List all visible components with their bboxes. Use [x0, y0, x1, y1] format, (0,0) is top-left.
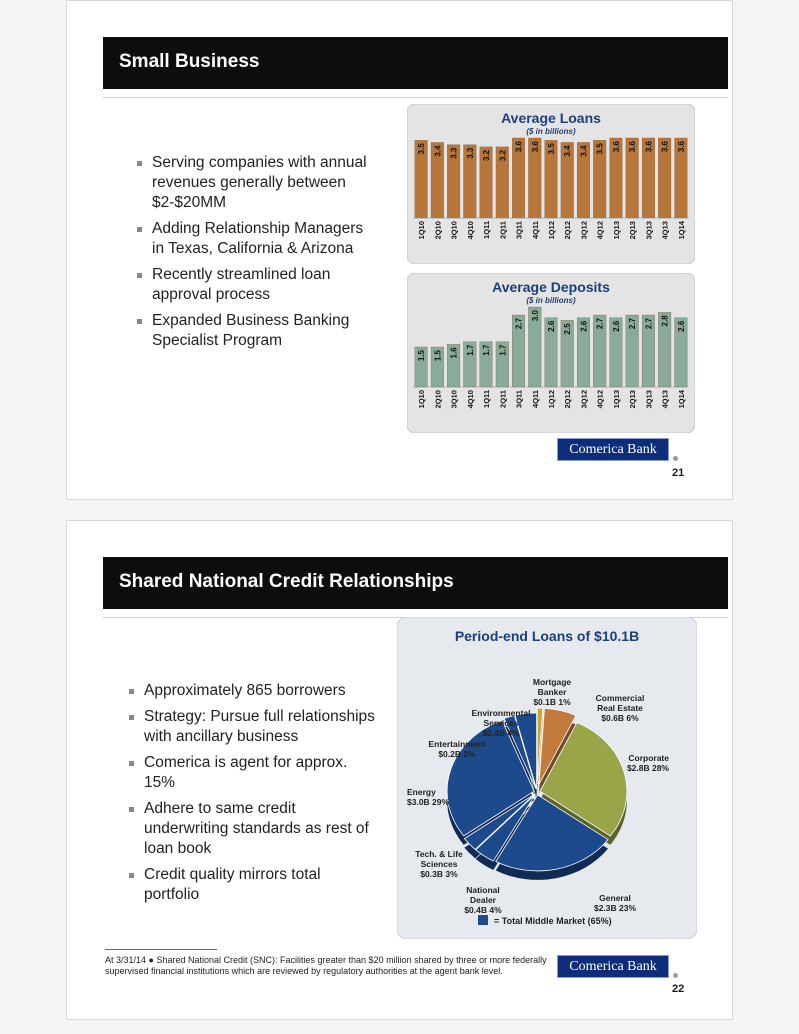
pie-label-line: $0.6B 6% — [601, 713, 639, 723]
bar-value-label: 3.4 — [433, 145, 443, 157]
x-tick-label: 1Q13 — [611, 221, 621, 240]
x-tick-label: 2Q11 — [498, 390, 508, 408]
bar-value-label: 2.8 — [660, 315, 670, 327]
bar-value-label: 3.5 — [547, 143, 556, 155]
bar-value-label: 1.6 — [449, 347, 459, 359]
bar-value-label: 3.2 — [498, 149, 508, 162]
bar-value-label: 3.3 — [449, 147, 459, 159]
x-tick-label: 2Q13 — [628, 390, 638, 409]
bar-value-label: 3.4 — [579, 145, 589, 157]
comerica-logo: Comerica Bank — [557, 438, 669, 461]
slide-shared-national-credit — [66, 520, 733, 1020]
bar-value-label: 1.7 — [498, 344, 508, 356]
pie-label-line: $2.3B 23% — [593, 903, 637, 913]
x-tick-label: 1Q11 — [482, 221, 492, 239]
chart-subtitle: ($ in billions) — [526, 296, 576, 305]
bar-value-label: 2.6 — [676, 320, 686, 332]
footnote-divider — [105, 949, 217, 950]
pie-label-line: $0.3B 3% — [420, 869, 458, 879]
slide-title-bar — [103, 37, 728, 89]
x-tick-label: 1Q12 — [547, 390, 556, 409]
chart-title: Period-end Loans of $10.1B — [454, 628, 640, 644]
pie-label-line: Mortgage — [532, 677, 572, 687]
bar-value-label: 2.7 — [628, 318, 638, 330]
bar-value-label: 3.0 — [530, 310, 540, 322]
pie-label-line: Environmental — [471, 708, 531, 718]
page-number: 22 — [672, 983, 685, 995]
pie-slice-label — [415, 849, 463, 879]
x-tick-label: 2Q13 — [628, 221, 638, 240]
bar-value-label: 1.7 — [482, 344, 492, 356]
x-tick-label: 3Q10 — [449, 390, 459, 409]
x-tick-label: 2Q10 — [433, 221, 443, 240]
bar-value-label: 2.6 — [611, 320, 621, 332]
x-tick-label: 3Q10 — [449, 221, 459, 240]
bar-value-label: 1.5 — [417, 350, 427, 362]
pie-label-line: Commercial — [595, 693, 645, 703]
bar-value-label: 3.4 — [563, 145, 573, 157]
pie-label-line: Entertainment — [428, 739, 486, 749]
pie-label-line: $0.2B 2% — [438, 749, 476, 759]
pie-slice-label — [594, 893, 636, 913]
bullet-list — [137, 153, 373, 357]
pie-label-line: Tech. & Life — [415, 849, 463, 859]
x-tick-label: 2Q11 — [498, 221, 508, 239]
chart-title: Average Loans — [501, 110, 601, 126]
bar-value-label: 2.7 — [595, 318, 605, 330]
x-tick-label: 4Q12 — [595, 221, 605, 240]
bar-value-label: 3.6 — [514, 141, 524, 153]
pie-label-line: Corporate — [628, 753, 669, 763]
bar-value-label: 3.6 — [644, 141, 654, 153]
comerica-logo: Comerica Bank — [557, 955, 669, 978]
x-tick-label: 3Q13 — [644, 220, 654, 240]
pie-label-line: Banker — [537, 687, 567, 697]
average-loans-chart — [407, 104, 695, 264]
bar-value-label: 3.6 — [676, 141, 686, 153]
bullet-item: Adding Relationship Managers in Texas, California & Arizona — [137, 219, 373, 259]
pie-label-line: Real Estate — [597, 703, 643, 713]
pie-label-line: $2.8B 28% — [626, 763, 669, 773]
bar-value-label: 3.3 — [465, 147, 475, 159]
x-tick-label: 1Q13 — [611, 390, 621, 409]
bar-value-label: 3.5 — [595, 143, 605, 155]
x-tick-label: 1Q10 — [417, 221, 427, 240]
x-tick-label: 4Q11 — [530, 221, 540, 239]
registered-mark — [673, 456, 678, 461]
x-tick-label: 4Q10 — [465, 221, 475, 240]
x-tick-label: 2Q12 — [563, 390, 573, 409]
title-divider — [103, 97, 728, 98]
bar-value-label: 1.5 — [433, 350, 443, 362]
bullet-item: Comerica is agent for approx. 15% — [129, 753, 379, 793]
bullet-item: Strategy: Pursue full relationships with ancillary business — [129, 707, 379, 747]
x-tick-label: 1Q10 — [417, 390, 427, 409]
x-tick-label: 3Q11 — [514, 221, 524, 239]
bullet-item: Adhere to same credit underwriting standards as rest of loan book — [129, 799, 379, 859]
bar-value-label: 3.6 — [660, 141, 670, 153]
x-tick-label: 1Q14 — [676, 221, 686, 240]
x-tick-label: 1Q14 — [676, 390, 686, 409]
bar-value-label: 2.7 — [644, 318, 654, 330]
pie-slice-label — [596, 693, 645, 723]
average-deposits-chart — [407, 273, 695, 433]
x-tick-label: 2Q12 — [563, 221, 573, 240]
pie-label-line: Energy — [407, 787, 436, 797]
pie-label-line: $0.4B 4% — [482, 728, 520, 738]
bar-value-label: 3.6 — [628, 141, 638, 153]
slide-small-business — [66, 0, 733, 500]
x-tick-label: 1Q12 — [547, 221, 556, 240]
pie-label-line: Dealer — [470, 895, 496, 905]
bar-value-label: 1.7 — [465, 344, 475, 356]
pie-label-line: $0.1B 1% — [533, 697, 571, 707]
bullet-list — [129, 681, 379, 911]
pie-label-line: $0.4B 4% — [464, 905, 502, 915]
pie-label-line: Services — [483, 718, 519, 728]
bar-value-label: 2.5 — [563, 323, 573, 335]
page-number: 21 — [672, 467, 685, 479]
pie-label-line: General — [599, 893, 631, 903]
x-tick-label: 4Q13 — [660, 221, 670, 240]
bar-value-label: 2.6 — [547, 320, 556, 332]
slide-title: Small Business — [119, 51, 260, 72]
footnote: At 3/31/14 ● Shared National Credit (SNC): Facilities greater than $20 million shared by three or more federally supervised financial institutions which are reviewed by regulatory authorities at the agent bank level. — [105, 955, 547, 976]
x-tick-label: 3Q12 — [579, 221, 589, 240]
bar-value-label: 3.2 — [482, 149, 492, 162]
bar-value-label: 2.6 — [579, 320, 589, 332]
pie-label-line: Sciences — [420, 859, 458, 869]
slide-title-bar — [103, 557, 728, 609]
bar-value-label: 2.7 — [514, 318, 524, 330]
bullet-item: Serving companies with annual revenues generally between $2-$20MM — [137, 153, 373, 213]
legend-label: = Total Middle Market (65%) — [494, 916, 612, 926]
pie-label-line: $3.0B 29% — [407, 797, 450, 807]
bullet-item: Expanded Business Banking Specialist Program — [137, 311, 373, 351]
x-tick-label: 4Q10 — [465, 390, 475, 409]
bullet-item: Credit quality mirrors total portfolio — [129, 865, 379, 905]
chart-title: Average Deposits — [492, 279, 610, 295]
period-end-loans-pie-chart — [397, 617, 697, 939]
bar-value-label: 3.6 — [530, 141, 540, 153]
x-tick-label: 3Q13 — [644, 390, 654, 409]
pie-slice-label — [627, 753, 669, 773]
x-tick-label: 4Q11 — [530, 390, 540, 408]
bullet-item: Recently streamlined loan approval process — [137, 265, 373, 305]
x-tick-label: 4Q13 — [660, 390, 670, 409]
slide-title: Shared National Credit Relationships — [119, 571, 454, 592]
x-tick-label: 3Q12 — [579, 390, 589, 409]
legend-swatch — [478, 915, 488, 925]
x-tick-label: 3Q11 — [514, 390, 524, 408]
registered-mark — [673, 973, 678, 978]
x-tick-label: 2Q10 — [433, 390, 443, 409]
bar-value-label: 3.6 — [611, 141, 621, 153]
chart-subtitle: ($ in billions) — [526, 127, 576, 136]
x-tick-label: 4Q12 — [595, 390, 605, 409]
pie-slice-label — [533, 677, 572, 707]
bar-value-label: 3.5 — [417, 143, 427, 155]
bullet-item: Approximately 865 borrowers — [129, 681, 379, 701]
x-tick-label: 1Q11 — [482, 390, 492, 408]
pie-label-line: National — [466, 885, 500, 895]
